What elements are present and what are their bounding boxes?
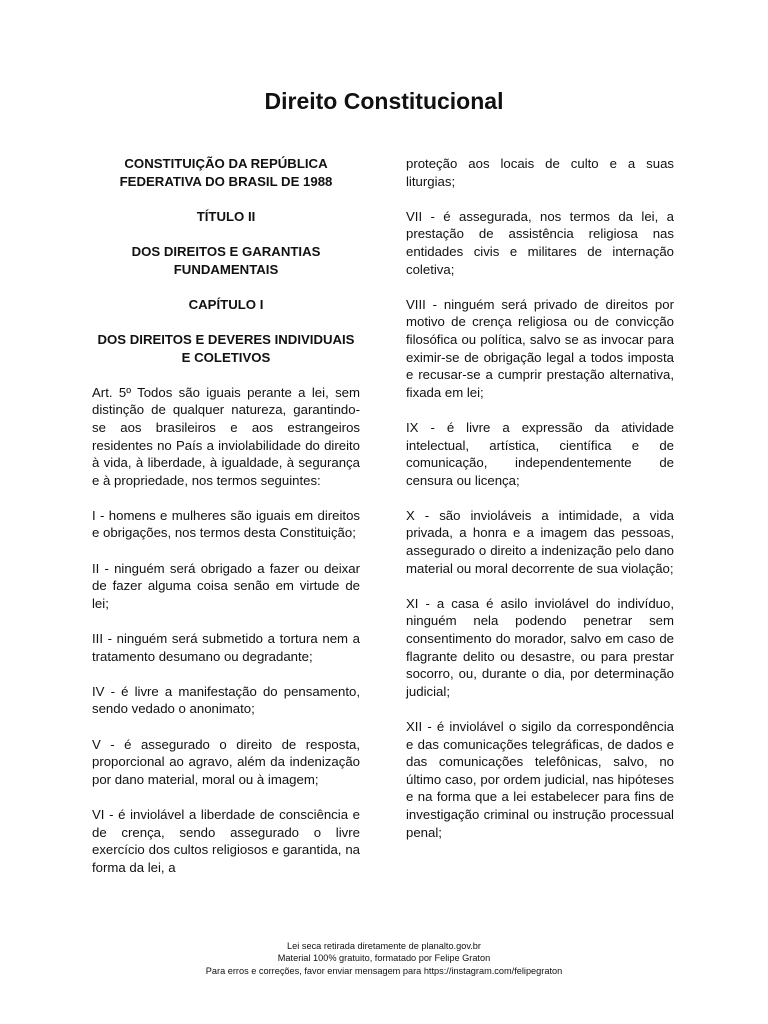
inciso-xii: XII - é inviolável o sigilo da correspondência e das comunicações telegráficas, de dados e das comunicações telefônicas, salvo, no último caso, por ordem judicial, nas hipóteses e na forma que a lei estabelecer para fins de investigação criminal ou instrução processual penal; <box>406 719 674 840</box>
heading-duties: DOS DIREITOS E DEVERES INDIVIDUAIS E COLETIVOS <box>97 331 355 365</box>
inciso-vi-continued: proteção aos locais de culto e a suas liturgias; <box>406 156 674 189</box>
inciso-iv: IV - é livre a manifestação do pensamento, sendo vedado o anonimato; <box>92 683 360 717</box>
inciso-xi: XI - a casa é asilo inviolável do indivíduo, ninguém nela podendo penetrar sem consentimento do morador, salvo em caso de flagrante delito ou desastre, ou para prestar socorro, ou, durante o dia, por determinação judicial; <box>406 595 674 699</box>
footer-contact: Para erros e correções, favor enviar mensagem para https://instagram.com/felipegraton <box>205 965 563 976</box>
inciso-v: V - é assegurado o direito de resposta, proporcional ao agravo, além da indenização por dano material, moral ou à imagem; <box>92 736 360 787</box>
inciso-ii: II - ninguém será obrigado a fazer ou deixar de fazer alguma coisa senão em virtude de lei; <box>92 560 360 611</box>
inciso-viii: VIII - ninguém será privado de direitos por motivo de crença religiosa ou de convicção filosófica ou política, salvo se as invocar para eximir-se de obrigação legal a todos imposta e recusar-se a cumprir prestação alternativa, fixada em lei; <box>406 296 674 400</box>
page-title: Direito Constitucional <box>264 88 504 114</box>
right-column <box>406 155 674 859</box>
heading-title: TÍTULO II <box>196 208 256 224</box>
heading-chapter: CAPÍTULO I <box>188 296 264 312</box>
inciso-x: X - são invioláveis a intimidade, a vida privada, a honra e a imagem das pessoas, assegurado o direito a indenização pelo dano material ou moral decorrente de sua violação; <box>406 507 674 576</box>
footer-source: Lei seca retirada diretamente de planalto.gov.br <box>287 941 481 951</box>
inciso-ix: IX - é livre a expressão da atividade intelectual, artística, científica e de comunicação, independentemente de censura ou licença; <box>406 419 674 488</box>
inciso-iii: III - ninguém será submetido a tortura nem a tratamento desumano ou degradante; <box>92 631 360 664</box>
heading-rights: DOS DIREITOS E GARANTIAS FUNDAMENTAIS <box>131 243 321 277</box>
page-footer <box>0 940 768 977</box>
inciso-i: I - homens e mulheres são iguais em direitos e obrigações, nos termos desta Constituição; <box>92 507 360 541</box>
article-5: Art. 5º Todos são iguais perante a lei, sem distinção de qualquer natureza, garantindo-se aos brasileiros e aos estrangeiros residentes no País a inviolabilidade do direito à vida, à liberdade, à igualdade, à segurança e à propriedade, nos termos seguintes: <box>92 384 360 488</box>
heading-constitution: CONSTITUIÇÃO DA REPÚBLICA FEDERATIVA DO BRASIL DE 1988 <box>119 156 333 189</box>
footer-credit: Material 100% gratuito, formatado por Felipe Graton <box>277 953 491 964</box>
inciso-vi: VI - é inviolável a liberdade de consciência e de crença, sendo assegurado o livre exercício dos cultos religiosos e garantida, na forma da lei, a <box>92 806 360 875</box>
left-column <box>92 155 360 894</box>
inciso-vii: VII - é assegurada, nos termos da lei, a prestação de assistência religiosa nas entidades civis e militares de internação coletiva; <box>406 208 674 277</box>
